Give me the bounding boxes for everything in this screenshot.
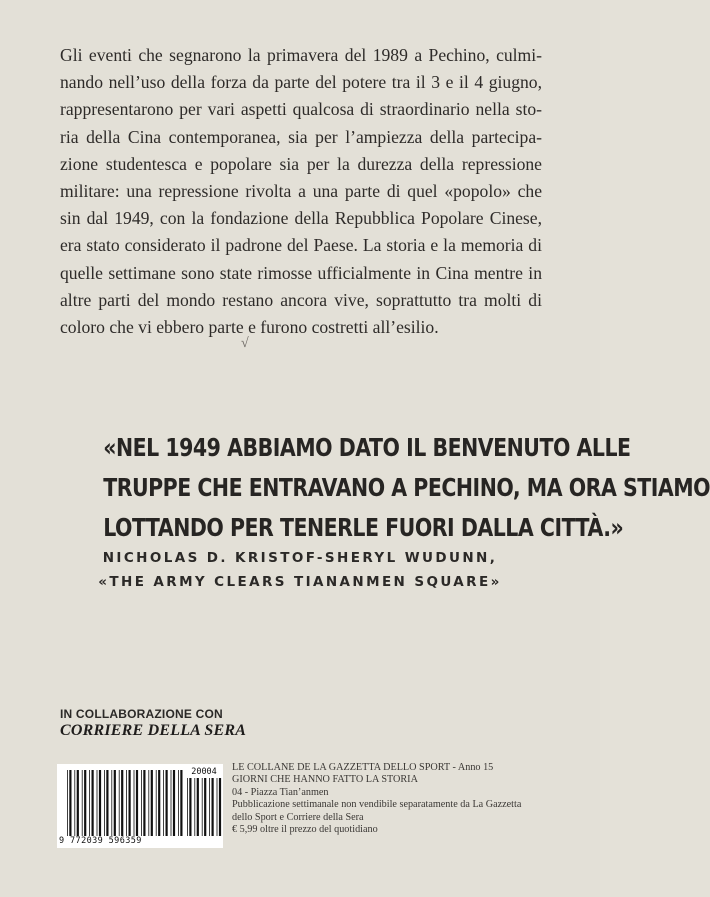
synopsis-line: ria della Cina contemporanea, sia per l’ampiezza della partecipa- bbox=[60, 126, 542, 147]
synopsis-paragraph bbox=[60, 42, 542, 341]
addon-barcode-bars bbox=[187, 778, 219, 836]
quote-attribution bbox=[40, 546, 560, 594]
pull-quote bbox=[103, 428, 710, 548]
publication-info bbox=[232, 762, 572, 836]
attribution-authors: NICHOLAS D. KRISTOF-SHERYL WUDUNN, bbox=[102, 550, 498, 566]
barcode-addon-number: 20004 bbox=[191, 767, 217, 777]
synopsis-line: rappresentarono per vari aspetti qualcosa di straordinario nella sto- bbox=[60, 99, 542, 120]
barcode bbox=[57, 764, 223, 848]
synopsis-line: coloro che vi ebbero parte e furono costretti all’esilio. bbox=[60, 317, 439, 338]
synopsis-line: militare: una repressione rivolta a una parte di quel «popolo» che bbox=[60, 181, 542, 202]
info-notice-cont: dello Sport e Corriere della Sera bbox=[232, 811, 364, 823]
info-issue: 04 - Piazza Tian’anmen bbox=[232, 786, 329, 798]
quote-line: TRUPPE CHE ENTRAVANO A PECHINO, MA ORA STIAMO bbox=[103, 473, 710, 502]
barcode-ean-number: 9 772039 596359 bbox=[59, 836, 142, 846]
synopsis-line: quelle settimane sono state rimosse ufficialmente in Cina mentre in bbox=[60, 262, 542, 283]
ean-barcode-bars bbox=[67, 770, 183, 836]
quote-line: «NEL 1949 ABBIAMO DATO IL BENVENUTO ALLE bbox=[103, 433, 631, 462]
synopsis-line: nando nell’uso della forza da parte del potere tra il 3 e il 4 giugno, bbox=[60, 72, 542, 93]
partner-logo: CORRIERE DELLA SERA bbox=[60, 722, 247, 739]
stray-mark: √ bbox=[241, 336, 249, 351]
quote-line: LOTTANDO PER TENERLE FUORI DALLA CITTÀ.» bbox=[103, 513, 624, 542]
attribution-source: «THE ARMY CLEARS TIANANMEN SQUARE» bbox=[98, 574, 502, 590]
info-price: € 5,99 oltre il prezzo del quotidiano bbox=[232, 824, 378, 836]
synopsis-line: zione studentesca e popolare sia per la durezza della repressione bbox=[60, 153, 542, 174]
synopsis-line: sin dal 1949, con la fondazione della Repubblica Popolare Cinese, bbox=[60, 208, 542, 229]
synopsis-line: altre parti del mondo restano ancora vive, soprattutto tra molti di bbox=[60, 289, 542, 310]
synopsis-line: era stato considerato il padrone del Paese. La storia e la memoria di bbox=[60, 235, 542, 256]
collaboration-label: IN COLLABORAZIONE CON bbox=[60, 707, 223, 721]
info-series: LE COLLANE DE LA GAZZETTA DELLO SPORT - Anno 15 bbox=[232, 762, 494, 773]
synopsis-line: Gli eventi che segnarono la primavera del 1989 a Pechino, culmi- bbox=[60, 45, 542, 65]
info-collection: GIORNI CHE HANNO FATTO LA STORIA bbox=[232, 774, 418, 786]
info-notice: Pubblicazione settimanale non vendibile separatamente da La Gazzetta bbox=[232, 799, 522, 811]
